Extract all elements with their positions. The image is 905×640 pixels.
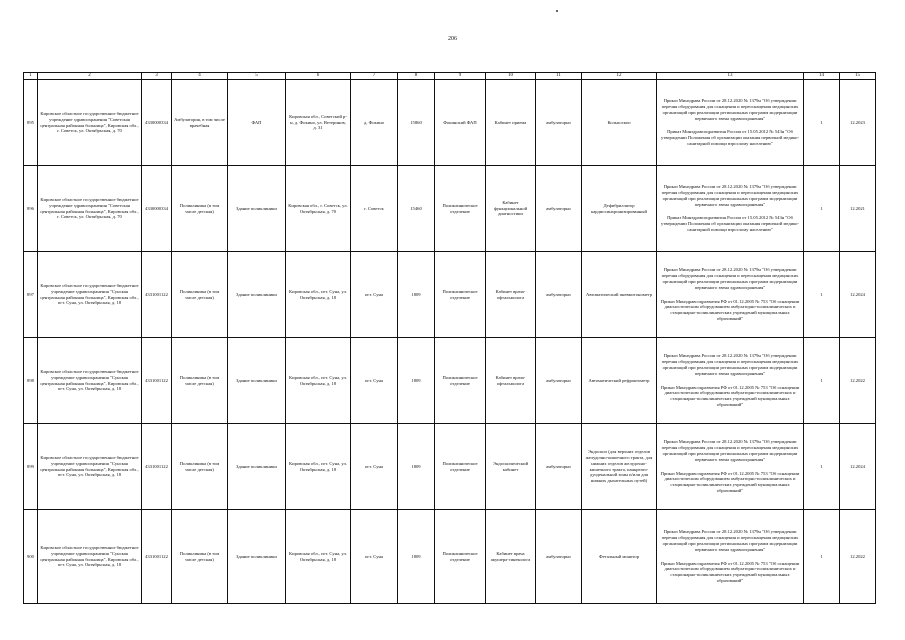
address-cell: Кировская обл., пгт. Суна, ул. Октябрьская, д. 18 <box>286 338 351 424</box>
department-cell: Поликлиническое отделение <box>435 510 486 604</box>
facility-type-cell: Поликлиника (в том числе детская) <box>172 338 228 424</box>
column-header: 6 <box>286 73 351 80</box>
cabinet-cell: Кабинет функциональной диагностики <box>486 166 536 252</box>
building-cell: Здание поликлиники <box>228 252 286 338</box>
table-row <box>24 424 876 510</box>
table-body <box>24 80 876 604</box>
regulation-cell <box>657 252 804 338</box>
cabinet-cell: Эндоскопический кабинет <box>486 424 536 510</box>
scan-speck <box>556 10 558 12</box>
date-cell: 12.2024 <box>840 424 876 510</box>
date-cell: 12.2024 <box>840 252 876 338</box>
address-cell: Кировская обл., Советский р-н, д. Фокино, ул. Ветеринов, д. 31 <box>286 80 351 166</box>
column-header: 10 <box>486 73 536 80</box>
care-condition-cell: амбулаторно <box>536 252 582 338</box>
facility-type-cell: Поликлиника (в том числе детская) <box>172 424 228 510</box>
equipment-cell: Автоматический рефрактометр <box>582 338 657 424</box>
header-row <box>24 73 876 80</box>
organization-cell: Кировское областное государственное бюджетное учреждение здравоохранения "Сунская центральная районная больница", Кировская обл., пгт. Суна, ул. Октябрьская, д. 18 <box>38 338 142 424</box>
row-number: 895 <box>24 80 38 166</box>
address-cell: Кировская обл., пгт. Суна, ул. Октябрьская, д. 18 <box>286 424 351 510</box>
department-cell: Поликлиническое отделение <box>435 252 486 338</box>
organization-cell: Кировское областное государственное бюджетное учреждение здравоохранения "Сунская центральная районная больница", Кировская обл., пгт. Суна, ул. Октябрьская, д. 18 <box>38 424 142 510</box>
cabinet-cell: Кабинет врача-офтальмолога <box>486 338 536 424</box>
equipment-table <box>23 72 876 604</box>
care-condition-cell: амбулаторно <box>536 424 582 510</box>
quantity-cell: 1 <box>804 510 840 604</box>
regulation-secondary: Приказ Минздравсоцразвития России от 15.05.2012 № 543н "Об утверждении Положения об организации оказания первичной медико-санитарной помощи взрослому населению" <box>661 215 799 232</box>
row-number: 898 <box>24 338 38 424</box>
quantity-cell: 1 <box>804 166 840 252</box>
care-condition-cell: амбулаторно <box>536 338 582 424</box>
building-cell: Здание поликлиники <box>228 424 286 510</box>
organization-cell: Кировское областное государственное бюджетное учреждение здравоохранения "Советская центральная районная больница", Кировская обл., г. Советск, ул. Октябрьская, д. 70 <box>38 166 142 252</box>
population-cell: 15460 <box>398 166 435 252</box>
column-header: 1 <box>24 73 38 80</box>
building-cell: Здание поликлиники <box>228 166 286 252</box>
department-cell: Поликлиническое отделение <box>435 338 486 424</box>
column-header: 14 <box>804 73 840 80</box>
regulation-primary: Приказ Минздрава России от 28.12.2020 № 1379н "Об утверждении перечня оборудования для оснащения и переоснащения медицинских организаций при реализации региональных программ модернизации первичного звена здравоохранения" <box>661 267 799 290</box>
regulation-secondary: Приказ Минздравсоцразвития РФ от 01.12.2005 № 753 "Об оснащении диагностическим оборудованием амбулаторно-поликлинических и стационарно-поликлинических учреждений муниципальных образований" <box>660 560 800 583</box>
locality-cell: д. Фокино <box>351 80 398 166</box>
inn-cell: 4331001122 <box>142 424 172 510</box>
table-row <box>24 166 876 252</box>
cabinet-cell: Кабинет врача-офтальмолога <box>486 252 536 338</box>
date-cell: 12.2022 <box>840 510 876 604</box>
inn-cell: 4331001122 <box>142 252 172 338</box>
column-header: 9 <box>435 73 486 80</box>
column-header: 11 <box>536 73 582 80</box>
regulation-cell <box>657 80 804 166</box>
facility-type-cell: Поликлиника (в том числе детская) <box>172 510 228 604</box>
quantity-cell: 1 <box>804 424 840 510</box>
care-condition-cell: амбулаторно <box>536 80 582 166</box>
regulation-cell <box>657 166 804 252</box>
inn-cell: 4330000334 <box>142 166 172 252</box>
organization-cell: Кировское областное государственное бюджетное учреждение здравоохранения "Сунская центральная районная больница", Кировская обл., пгт. Суна, ул. Октябрьская, д. 18 <box>38 252 142 338</box>
address-cell: Кировская обл., г. Советск, ул. Октябрьская, д. 70 <box>286 166 351 252</box>
inn-cell: 4331001122 <box>142 510 172 604</box>
building-cell: Здание поликлиники <box>228 510 286 604</box>
regulation-cell <box>657 338 804 424</box>
inn-cell: 4330000334 <box>142 80 172 166</box>
department-cell: Поликлиническое отделение <box>435 166 486 252</box>
population-cell: 1809 <box>398 252 435 338</box>
regulation-cell <box>657 424 804 510</box>
column-header: 7 <box>351 73 398 80</box>
row-number: 896 <box>24 166 38 252</box>
column-header: 12 <box>582 73 657 80</box>
facility-type-cell: Поликлиника (в том числе детская) <box>172 252 228 338</box>
regulation-primary: Приказ Минздрава России от 28.12.2020 № 1379н "Об утверждении перечня оборудования для оснащения и переоснащения медицинских организаций при реализации региональных программ модернизации первичного звена здравоохранения" <box>661 439 799 462</box>
table-row <box>24 510 876 604</box>
locality-cell: г. Советск <box>351 166 398 252</box>
regulation-secondary: Приказ Минздравсоцразвития РФ от 01.12.2005 № 753 "Об оснащении диагностическим оборудованием амбулаторно-поликлинических и стационарно-поликлинических учреждений муниципальных образований" <box>660 384 800 407</box>
department-cell: Фокинский ФАП <box>435 80 486 166</box>
column-header: 5 <box>228 73 286 80</box>
locality-cell: пгт. Суна <box>351 424 398 510</box>
facility-type-cell: Поликлиника (в том числе детская) <box>172 166 228 252</box>
care-condition-cell: амбулаторно <box>536 166 582 252</box>
date-cell: 12.2023 <box>840 80 876 166</box>
building-cell: Здание поликлиники <box>228 338 286 424</box>
regulation-secondary: Приказ Минздравсоцразвития России от 15.05.2012 № 543н "Об утверждении Положения об организации оказания первичной медико-санитарной помощи взрослому населению" <box>661 129 799 146</box>
organization-cell: Кировское областное государственное бюджетное учреждение здравоохранения "Советская центральная районная больница", Кировская обл., г. Советск, ул. Октябрьская, д. 70 <box>38 80 142 166</box>
organization-cell: Кировское областное государственное бюджетное учреждение здравоохранения "Сунская центральная районная больница", Кировская обл., пгт. Суна, ул. Октябрьская, д. 18 <box>38 510 142 604</box>
table-row <box>24 80 876 166</box>
population-cell: 15860 <box>398 80 435 166</box>
quantity-cell: 1 <box>804 338 840 424</box>
page-number: 206 <box>448 36 457 42</box>
building-cell: ФАП <box>228 80 286 166</box>
table-row <box>24 252 876 338</box>
column-header: 13 <box>657 73 804 80</box>
address-cell: Кировская обл., пгт. Суна, ул. Октябрьская, д. 18 <box>286 510 351 604</box>
cabinet-cell: Кабинет приема <box>486 80 536 166</box>
regulation-primary: Приказ Минздрава России от 28.12.2020 № 1379н "Об утверждении перечня оборудования для оснащения и переоснащения медицинских организаций при реализации региональных программ модернизации первичного звена здравоохранения" <box>661 353 799 376</box>
population-cell: 1809 <box>398 338 435 424</box>
date-cell: 12.2022 <box>840 338 876 424</box>
column-header: 4 <box>172 73 228 80</box>
column-header: 2 <box>38 73 142 80</box>
locality-cell: пгт. Суна <box>351 338 398 424</box>
equipment-cell: Фетальный монитор <box>582 510 657 604</box>
address-cell: Кировская обл., пгт. Суна, ул. Октябрьская, д. 18 <box>286 252 351 338</box>
regulation-primary: Приказ Минздрава России от 28.12.2020 № 1379н "Об утверждении перечня оборудования для оснащения и переоснащения медицинских организаций при реализации региональных программ модернизации первичного звена здравоохранения" <box>661 184 799 207</box>
row-number: 897 <box>24 252 38 338</box>
equipment-cell: Автоматический пневмотонометр <box>582 252 657 338</box>
regulation-primary: Приказ Минздрава России от 28.12.2020 № 1379н "Об утверждении перечня оборудования для оснащения и переоснащения медицинских организаций при реализации региональных программ модернизации первичного звена здравоохранения" <box>661 98 799 121</box>
department-cell: Поликлиническое отделение <box>435 424 486 510</box>
row-number: 900 <box>24 510 38 604</box>
care-condition-cell: амбулаторно <box>536 510 582 604</box>
quantity-cell: 1 <box>804 80 840 166</box>
facility-type-cell: Амбулатория, в том числе врачебная <box>172 80 228 166</box>
population-cell: 1809 <box>398 510 435 604</box>
regulation-primary: Приказ Минздрава России от 28.12.2020 № 1379н "Об утверждении перечня оборудования для оснащения и переоснащения медицинских организаций при реализации региональных программ модернизации первичного звена здравоохранения" <box>661 529 799 552</box>
inn-cell: 4331001122 <box>142 338 172 424</box>
equipment-cell: Кольпоскоп <box>582 80 657 166</box>
date-cell: 12.2021 <box>840 166 876 252</box>
regulation-cell <box>657 510 804 604</box>
equipment-cell: Дефибриллятор кардиосинхронизированный <box>582 166 657 252</box>
row-number: 899 <box>24 424 38 510</box>
locality-cell: пгт. Суна <box>351 252 398 338</box>
regulation-secondary: Приказ Минздравсоцразвития РФ от 01.12.2005 № 753 "Об оснащении диагностическим оборудованием амбулаторно-поликлинических и стационарно-поликлинических учреждений муниципальных образований" <box>660 470 800 493</box>
cabinet-cell: Кабинет врача акушера-гинеколога <box>486 510 536 604</box>
regulation-secondary: Приказ Минздравсоцразвития РФ от 01.12.2005 № 753 "Об оснащении диагностическим оборудованием амбулаторно-поликлинических и стационарно-поликлинических учреждений муниципальных образований" <box>660 298 800 321</box>
equipment-cell: Эндоскоп (для верхних отделов желудочно-кишечного тракта, для нижних отделов желудочно-кишечного тракта, панкреато-дуоденальной зоны и/или для нижних дыхательных путей) <box>582 424 657 510</box>
column-header: 15 <box>840 73 876 80</box>
column-header: 3 <box>142 73 172 80</box>
population-cell: 1809 <box>398 424 435 510</box>
table-row <box>24 338 876 424</box>
locality-cell: пгт. Суна <box>351 510 398 604</box>
column-header: 8 <box>398 73 435 80</box>
quantity-cell: 1 <box>804 252 840 338</box>
